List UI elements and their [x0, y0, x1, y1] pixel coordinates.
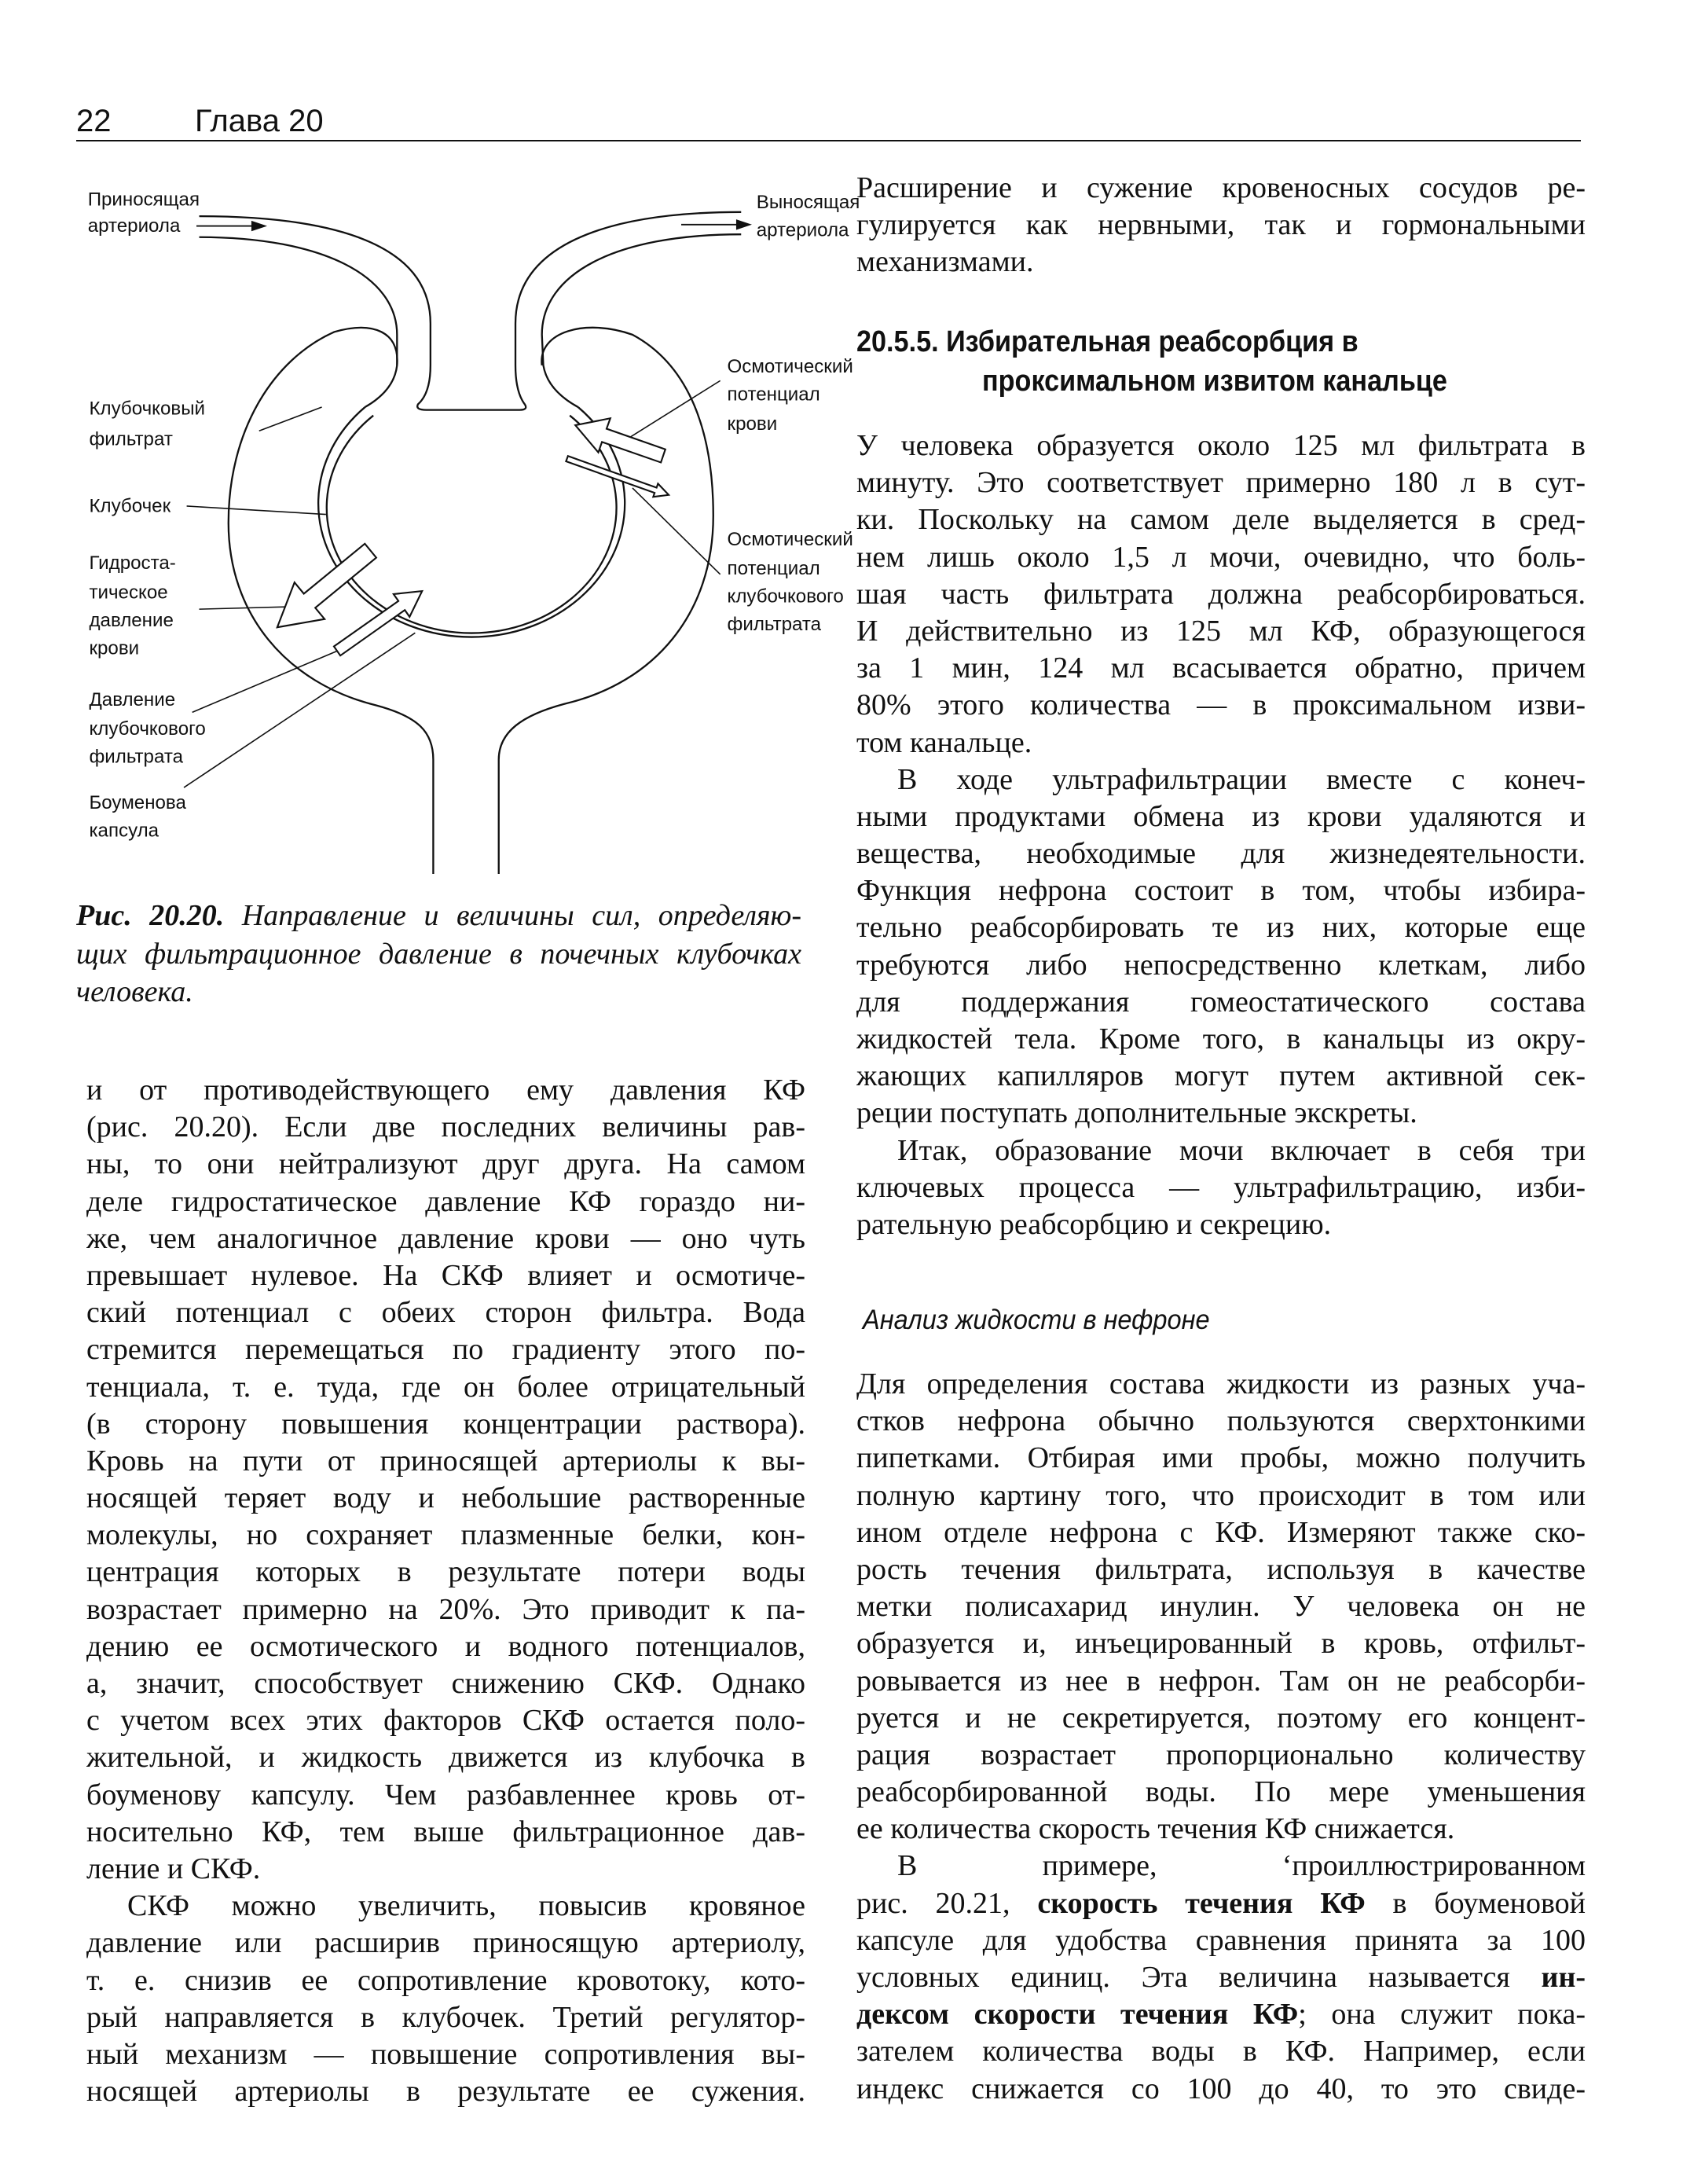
text-line: центрация которых в результате потери воды — [86, 1555, 805, 1589]
chapter-title: Глава 20 — [195, 104, 324, 138]
label-hydrostatic-blood: крови — [89, 637, 140, 659]
filtrate-pressure-arrow-icon — [334, 591, 422, 655]
label-glomerular-filtrate: Клубочковый — [89, 398, 206, 420]
text-line: ны, то они нейтрализуют друг друга. На самом — [86, 1147, 805, 1181]
right-column-subsection — [856, 1366, 1586, 2108]
paragraph — [86, 1888, 805, 2110]
text-line: образуется и, инъецированный в кровь, отфильт- — [856, 1627, 1586, 1661]
label-osmotic-filtrate: фильтрата — [727, 614, 822, 636]
glomerulus-inner — [327, 416, 617, 633]
leader-osmotic-blood — [627, 380, 720, 439]
text-line: механизмами. — [856, 245, 1034, 279]
text-line: ление и СКФ. — [86, 1852, 261, 1885]
text-line: рость течения фильтрата, используя в качестве — [856, 1552, 1586, 1586]
text-span: ; она служит пока- — [1298, 1998, 1586, 2032]
text-line — [856, 1996, 1586, 2033]
label-efferent: Выносящая — [756, 191, 860, 213]
page-number: 22 — [76, 104, 112, 138]
text-line: Итак, образование мочи включает в себя три — [897, 1133, 1586, 1167]
afferent-arteriole-outer-wall — [200, 212, 742, 410]
paragraph — [86, 1072, 805, 1888]
afferent-flow-arrow-icon — [252, 222, 265, 230]
text-line: метки полисахарид инулин. У человека он не — [856, 1590, 1586, 1624]
text-line: носительно КФ, тем выше фильтрационное дав- — [86, 1815, 805, 1848]
text-line: (в сторону повышения концентрации раствора). — [86, 1407, 805, 1441]
label-afferent: Приносящая — [87, 189, 200, 211]
right-column-section — [856, 428, 1586, 1243]
text-line: человека. — [76, 975, 193, 1008]
text-line: и от противодействующего ему давления КФ — [86, 1074, 805, 1107]
text-line: рый направляется в клубочек. Третий регулятор- — [86, 2000, 805, 2034]
label-osmotic-blood: крови — [727, 413, 778, 435]
text-line: зателем количества воды в КФ. Например, если — [856, 2035, 1586, 2068]
text-line: минуту. Это соответствует примерно 180 л в сут- — [856, 466, 1586, 500]
label-filtrate-pressure: фильтрата — [89, 746, 184, 768]
text-line: У человека образуется около 125 мл фильтрата в — [856, 429, 1586, 462]
text-line: ский потенциал с обеих сторон фильтра. Вода — [86, 1296, 805, 1330]
subheading: Анализ жидкости в нефроне — [863, 1305, 1210, 1335]
text-line: тенциала, т. е. туда, где он более отрицательный — [86, 1370, 805, 1404]
text-line: тельно реабсорбировать те из них, которые еще — [856, 911, 1586, 945]
label-efferent: артериола — [756, 219, 849, 241]
text-line: том канальце. — [856, 725, 1032, 759]
label-filtrate-pressure: клубочкового — [89, 718, 206, 740]
paragraph — [856, 428, 1586, 762]
bold-term: скорость течения КФ — [1037, 1886, 1366, 1920]
text-line: капсуле для удобства сравнения принята за 100 — [856, 1923, 1586, 1957]
text-line: носящей артериолы в результате ее сужения. — [86, 2075, 805, 2109]
text-line: рация возрастает пропорционально количеству — [856, 1738, 1586, 1771]
text-line: щих фильтрационное давление в почечных клубочках — [76, 937, 801, 971]
label-osmotic-blood: Осмотический — [727, 356, 853, 378]
label-filtrate-pressure: Давление — [89, 688, 176, 710]
text-line: (рис. 20.20). Если две последних величины рав- — [86, 1110, 805, 1144]
text-line: гулируется как нервными, так и гормональными — [856, 208, 1586, 242]
text-line: дению ее осмотического и водного потенциалов, — [86, 1629, 805, 1663]
text-line: рательную реабсорбцию и секрецию. — [856, 1207, 1332, 1241]
text-line: И действительно из 125 мл КФ, образующегося — [856, 614, 1586, 648]
text-line: жидкостей тела. Кроме того, в канальцы из окру- — [856, 1022, 1586, 1055]
label-glomerular-filtrate: фильтрат — [89, 428, 173, 450]
paragraph — [856, 1132, 1586, 1244]
afferent-arteriole-inner-wall — [200, 237, 398, 407]
label-osmotic-blood: потенциал — [727, 384, 820, 406]
text-span: Направление и величины сил, определяю- — [224, 899, 801, 932]
efferent-arteriole-inner-wall — [542, 234, 742, 407]
text-line — [76, 897, 801, 935]
label-osmotic-filtrate: Осмотический — [727, 528, 853, 550]
section-heading-line-1: 20.5.5. Избирательная реабсорбция в — [856, 325, 1358, 358]
text-line: 80% этого количества — в проксимальном изви- — [856, 688, 1586, 722]
leader-bowman — [184, 633, 415, 787]
text-line: давление или расширив приносящую артериолу, — [86, 1926, 805, 1960]
left-column — [86, 1072, 805, 2110]
leader-osmotic-filtrate — [632, 488, 720, 574]
label-hydrostatic-blood: тическое — [89, 582, 168, 604]
paragraph — [856, 1366, 1586, 1848]
label-afferent: артериола — [87, 215, 181, 237]
text-line: Функция нефрона состоит в том, чтобы избира- — [856, 874, 1586, 908]
label-hydrostatic-blood: давление — [89, 609, 174, 631]
label-bowman-capsule: капсула — [89, 820, 160, 842]
leader-glomerulus — [187, 506, 326, 515]
text-line: требуются либо непосредственно клеткам, либо — [856, 948, 1586, 982]
text-line: реции поступать дополнительные экскреты. — [856, 1096, 1417, 1130]
text-line: индекс снижается со 100 до 40, то это свиде- — [856, 2072, 1586, 2105]
text-line: ровывается из нее в нефрон. Там он не реабсорби- — [856, 1664, 1586, 1698]
text-line: жительной, и жидкость движется из клубочка в — [86, 1741, 805, 1775]
text-line: молекулы, но сохраняет плазменные белки, кон- — [86, 1518, 805, 1552]
text-line: В примере, ʻпроиллюстрированном — [897, 1849, 1586, 1883]
label-hydrostatic-blood: Гидроста- — [89, 552, 176, 574]
text-line: для поддержания гомеостатического состава — [856, 985, 1586, 1019]
text-line: возрастает примерно на 20%. Это приводит к па- — [86, 1592, 805, 1626]
paragraph — [856, 170, 1586, 281]
text-line: т. е. снизив ее сопротивление кровотоку, кото- — [86, 1963, 805, 1997]
bold-term: Рис. — [76, 899, 132, 932]
text-line: ный механизм — повышение сопротивления вы- — [86, 2037, 805, 2071]
text-line: же, чем аналогичное давление крови — оно чуть — [86, 1221, 805, 1255]
bold-term: дексом скорости течения КФ — [856, 1998, 1299, 2032]
text-span: рис. 20.21, — [856, 1886, 1038, 1920]
label-glomerulus: Клубочек — [89, 495, 171, 517]
text-line: с учетом всех этих факторов СКФ остается поло- — [86, 1704, 805, 1738]
text-span: условных единиц. Эта величина называется — [856, 1961, 1542, 1994]
label-osmotic-filtrate: потенциал — [727, 558, 820, 580]
text-line: СКФ можно увеличить, повысив кровяное — [127, 1889, 805, 1923]
text-line: нем лишь около 1,5 л мочи, очевидно, что боль- — [856, 540, 1586, 574]
text-line: вещества, необходимые для жизнедеятельности. — [856, 837, 1586, 871]
efferent-flow-arrow-icon — [737, 220, 750, 229]
osmotic-blood-arrow-icon — [575, 418, 666, 462]
text-line: Кровь на пути от приносящей артериолы к вы- — [86, 1444, 805, 1477]
paragraph — [856, 762, 1586, 1132]
figure-caption — [76, 897, 801, 1011]
label-bowman-capsule: Боуменова — [89, 792, 186, 814]
text-line: ее количества скорость течения КФ снижается. — [856, 1812, 1455, 1846]
text-line: стремится перемещаться по градиенту этого по- — [86, 1333, 805, 1367]
text-line: Для определения состава жидкости из разных уча- — [856, 1367, 1586, 1400]
text-line: руется и не секретируется, поэтому его концент- — [856, 1701, 1586, 1734]
text-line: Расширение и сужение кровеносных сосудов ре- — [856, 171, 1586, 204]
text-line: В ходе ультрафильтрации вместе с конеч- — [897, 762, 1586, 796]
text-span: в боуменовой — [1365, 1886, 1586, 1920]
text-line: ключевых процесса — ультрафильтрацию, изби- — [856, 1170, 1586, 1204]
paragraph — [856, 1848, 1586, 2107]
label-osmotic-filtrate: клубочкового — [727, 585, 844, 607]
capsule-right-wall — [499, 328, 713, 874]
text-line: а, значит, способствует снижению СКФ. Однако — [86, 1667, 805, 1700]
text-line: за 1 мин, 124 мл всасывается обратно, причем — [856, 652, 1586, 685]
text-line: ными продуктами обмена из крови удаляются и — [856, 799, 1586, 833]
text-line: носящей теряет воду и небольшие растворенные — [86, 1481, 805, 1515]
text-line: жающих капилляров могут путем активной сек- — [856, 1059, 1586, 1093]
text-line: ином отделе нефрона с КФ. Измеряют также ско- — [856, 1515, 1586, 1549]
section-heading-line-2: проксимальном извитом канальце — [982, 365, 1447, 398]
hydrostatic-pressure-arrow-icon — [277, 544, 376, 627]
text-line: ки. Поскольку на самом деле выделяется в сред- — [856, 503, 1586, 537]
text-line: пипетками. Отбирая ими пробы, можно получить — [856, 1441, 1586, 1475]
right-intro-paragraph — [856, 170, 1586, 281]
paragraph — [76, 897, 801, 1011]
text-line: реабсорбированной воды. По мере уменьшения — [856, 1775, 1586, 1809]
text-line: стков нефрона обычно пользуются сверхтонкими — [856, 1404, 1586, 1438]
text-line: деле гидростатическое давление КФ гораздо ни- — [86, 1184, 805, 1218]
text-line — [856, 1959, 1586, 1996]
text-line: боуменову капсулу. Чем разбавленнее кровь от- — [86, 1778, 805, 1811]
text-line — [856, 1885, 1586, 1922]
text-line: шая часть фильтрата должна реабсорбироваться. — [856, 577, 1586, 611]
leader-glomerular-filtrate — [259, 407, 322, 431]
text-line: полную картину того, что происходит в том или — [856, 1478, 1586, 1512]
glomerulus-outer — [318, 407, 625, 637]
text-span — [132, 899, 150, 932]
bold-term: ин- — [1541, 1961, 1586, 1994]
bold-term: 20.20. — [149, 899, 225, 932]
text-line: превышает нулевое. На СКФ влияет и осмотиче- — [86, 1258, 805, 1292]
